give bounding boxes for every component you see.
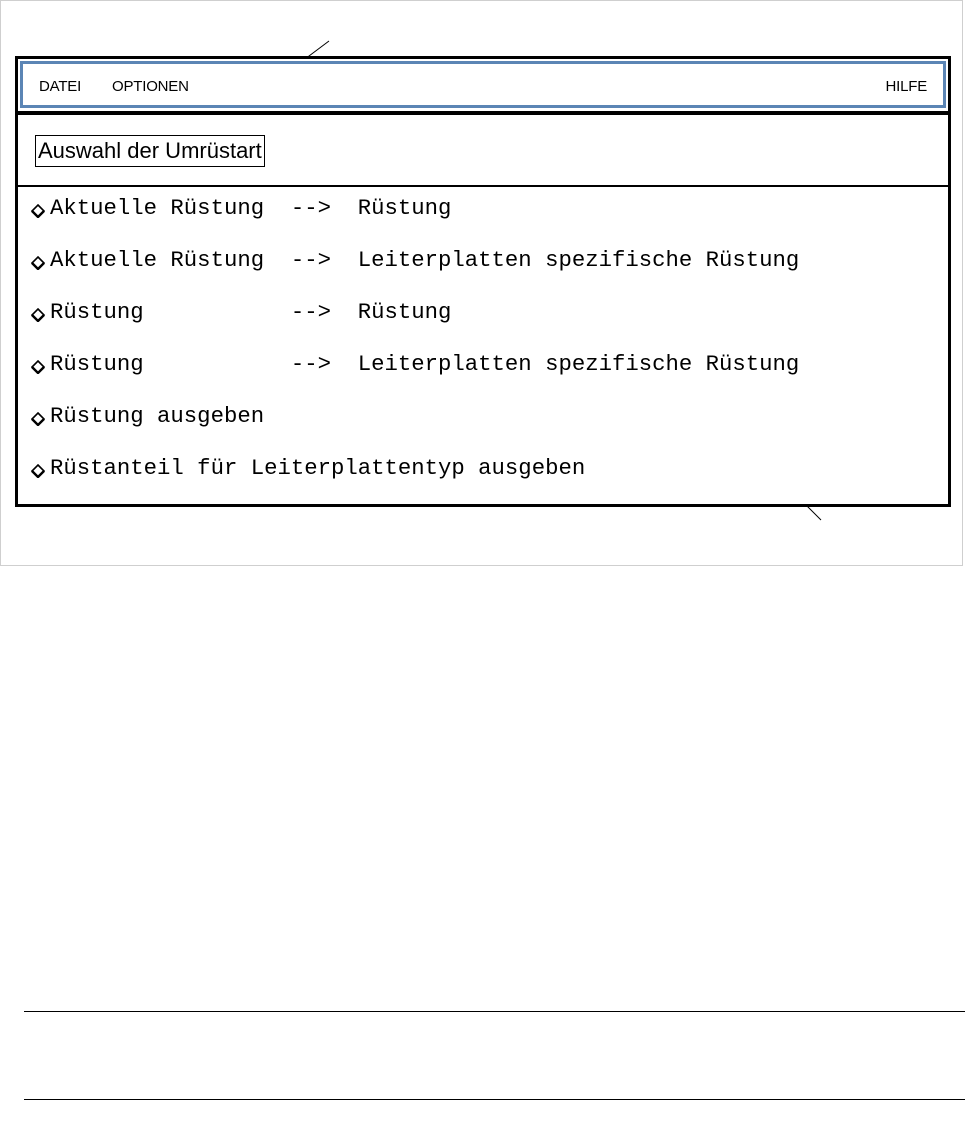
radio-diamond-icon[interactable] xyxy=(31,256,45,270)
menu-optionen[interactable]: OPTIONEN xyxy=(112,78,189,95)
option-label: Rüstung --> Rüstung xyxy=(50,299,452,325)
option-label: Rüstung ausgeben xyxy=(50,403,265,429)
option-label: Rüstung --> Leiterplatten spezifische Rüstung xyxy=(50,351,800,377)
dialog-title: Auswahl der Umrüstart xyxy=(35,135,265,167)
option-aktuelle-ruestung-to-lp-ruestung[interactable] xyxy=(28,243,800,283)
menu-hilfe[interactable]: HILFE xyxy=(885,78,927,95)
menu-datei[interactable]: DATEI xyxy=(39,78,82,95)
option-ruestung-to-ruestung[interactable] xyxy=(28,295,452,335)
dialog-window xyxy=(15,56,951,507)
radio-diamond-icon[interactable] xyxy=(31,204,45,218)
menu-bar xyxy=(20,61,946,108)
option-label: Aktuelle Rüstung --> Rüstung xyxy=(50,195,452,221)
radio-diamond-icon[interactable] xyxy=(31,308,45,322)
option-label: Rüstanteil für Leiterplattentyp ausgeben xyxy=(50,455,586,481)
title-area xyxy=(18,115,948,187)
option-ruestanteil-ausgeben[interactable] xyxy=(28,451,586,491)
option-ruestung-ausgeben[interactable] xyxy=(28,399,265,439)
page-divider-top xyxy=(24,1011,965,1012)
option-ruestung-to-lp-ruestung[interactable] xyxy=(28,347,800,387)
radio-diamond-icon[interactable] xyxy=(31,360,45,374)
option-aktuelle-ruestung-to-ruestung[interactable] xyxy=(28,191,452,231)
radio-diamond-icon[interactable] xyxy=(31,412,45,426)
radio-diamond-icon[interactable] xyxy=(31,464,45,478)
page-divider-bottom xyxy=(24,1099,965,1100)
option-label: Aktuelle Rüstung --> Leiterplatten spezifische Rüstung xyxy=(50,247,800,273)
